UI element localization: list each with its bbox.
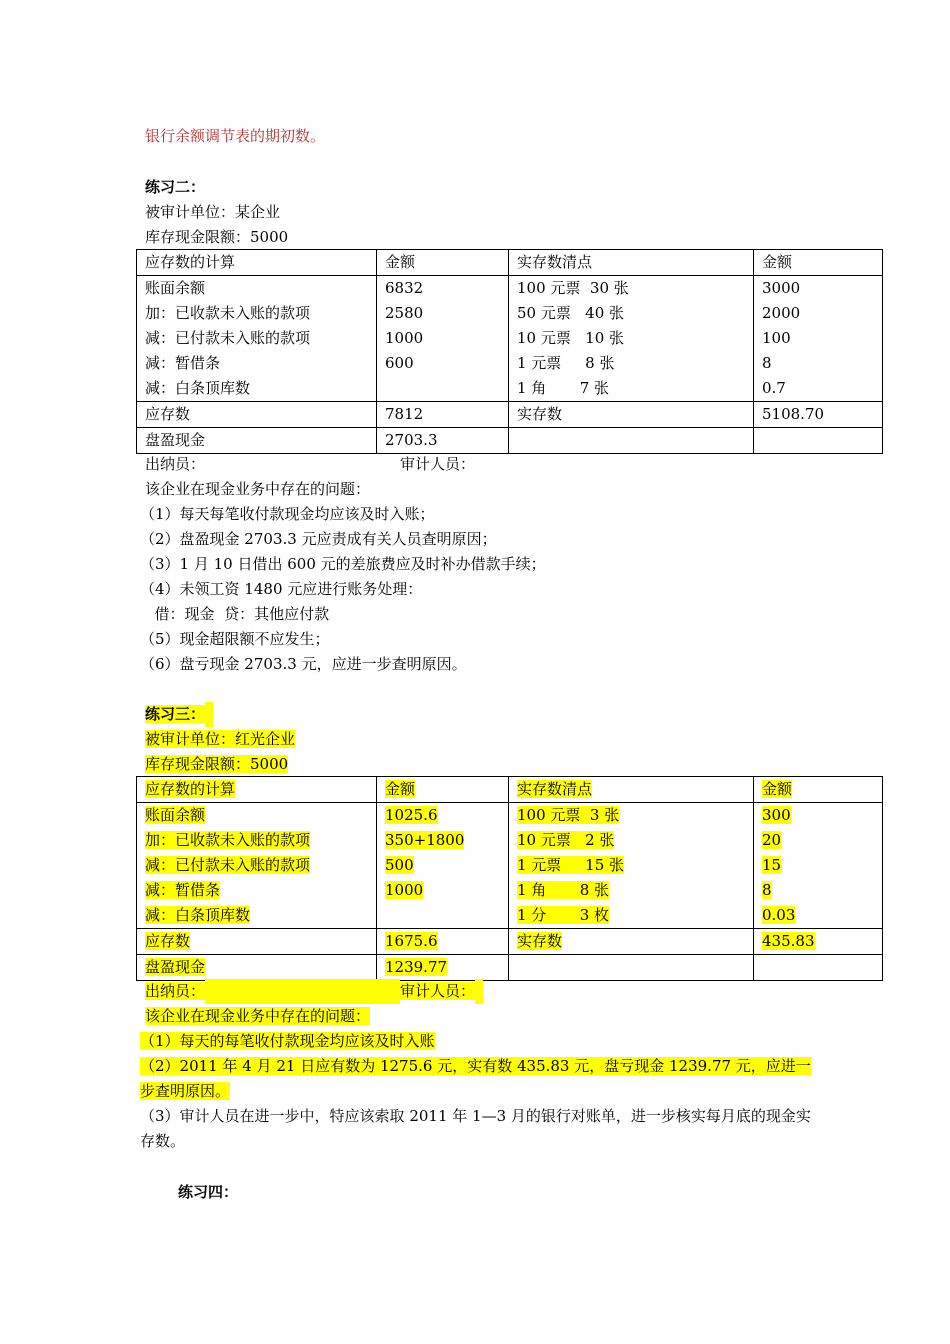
count-item: 100 元票 30 张	[517, 279, 629, 297]
count-item: 10 元票 10 张	[517, 329, 625, 347]
actual-label: 实存数	[517, 932, 563, 950]
table-row	[137, 428, 883, 454]
calc-item: 账面余额	[145, 279, 206, 297]
table-row	[137, 955, 883, 981]
count-amount: 3000	[762, 279, 801, 297]
exercise3-problem: （1）每天的每笔收付款现金均应该及时入账	[140, 1032, 435, 1050]
actual-value: 435.83	[762, 932, 815, 950]
actual-value: 5108.70	[754, 402, 883, 428]
exercise2-problem: （4）未领工资 1480 元应进行账务处理：	[140, 580, 423, 598]
exercise3-cash-table	[136, 776, 883, 981]
calc-amount: 600	[385, 354, 414, 372]
header-count: 实存数清点	[517, 780, 593, 798]
calc-item: 减：暂借条	[145, 881, 221, 899]
header-calc: 应存数的计算	[145, 780, 236, 798]
intro-line: 银行余额调节表的期初数。	[145, 127, 326, 145]
exercise3-unit: 被审计单位：红光企业	[145, 730, 296, 748]
count-item: 1 元票 15 张	[517, 856, 625, 874]
count-amount: 20	[762, 831, 782, 849]
count-item: 100 元票 3 张	[517, 806, 620, 824]
exercise3-problem: （3）审计人员在进一步中，特应该索取 2011 年 1—3 月的银行对账单，进一步核实每月底的现金实存数。	[140, 1107, 811, 1150]
calc-item: 加：已收款未入账的款项	[145, 831, 311, 849]
exercise3-limit: 库存现金限额：5000	[145, 755, 289, 773]
count-item: 1 角 7 张	[517, 379, 609, 397]
total-value: 1675.6	[385, 932, 438, 950]
count-amount: 8	[762, 881, 772, 899]
calc-amount: 1025.6	[385, 806, 438, 824]
count-item: 1 角 8 张	[517, 881, 609, 899]
total-label: 应存数	[145, 932, 191, 950]
calc-amount: 2580	[385, 304, 424, 322]
exercise2-limit: 库存现金限额：5000	[145, 228, 289, 246]
exercise2-title: 练习二：	[145, 178, 206, 196]
calc-amount: 1000	[385, 881, 424, 899]
count-amounts-cell	[754, 803, 883, 929]
exercise2-problem: （5）现金超限额不应发生；	[140, 630, 330, 648]
calc-item: 减：白条顶库数	[145, 379, 251, 397]
exercise2-problem: （3）1 月 10 日借出 600 元的差旅费应及时补办借款手续；	[140, 555, 546, 573]
calc-item: 减：暂借条	[145, 354, 221, 372]
surplus-label: 盘盈现金	[145, 958, 206, 976]
calc-amount: 350+1800	[385, 831, 465, 849]
calc-amount: 500	[385, 856, 414, 874]
calc-amounts-cell	[377, 803, 509, 929]
count-amount: 0.7	[762, 379, 786, 397]
table-row	[137, 276, 883, 402]
exercise2-problem: （1）每天每笔收付款现金均应该及时入账；	[140, 505, 435, 523]
calc-item: 减：白条顶库数	[145, 906, 251, 924]
header-amount: 金额	[762, 780, 793, 798]
table-header-row	[137, 250, 883, 276]
actual-label: 实存数	[509, 402, 754, 428]
calc-items-cell	[137, 803, 377, 929]
exercise2-problem: 借：现金 贷：其他应付款	[145, 605, 330, 623]
calc-item: 账面余额	[145, 806, 206, 824]
exercise3-title: 练习三：	[145, 705, 206, 723]
total-label: 应存数	[137, 402, 377, 428]
exercise4-title: 练习四：	[178, 1183, 239, 1201]
exercise2-problem: （6）盘亏现金 2703.3 元，应进一步查明原因。	[140, 655, 467, 673]
count-items-cell	[509, 803, 754, 929]
count-amounts-cell	[754, 276, 883, 402]
calc-item: 加：已收款未入账的款项	[145, 304, 311, 322]
header-calc: 应存数的计算	[137, 250, 377, 276]
header-amount: 金额	[377, 250, 509, 276]
count-amount: 2000	[762, 304, 801, 322]
count-items-cell	[509, 276, 754, 402]
calc-items-cell	[137, 276, 377, 402]
count-amount: 8	[762, 354, 772, 372]
exercise2-auditor: 审计人员：	[400, 455, 476, 473]
calc-amount: 6832	[385, 279, 424, 297]
surplus-value: 1239.77	[385, 958, 448, 976]
exercise3-auditor: 审计人员：	[400, 982, 476, 1000]
exercise2-cash-table	[136, 249, 883, 454]
calc-item: 减：已付款未入账的款项	[145, 856, 311, 874]
count-amount: 300	[762, 806, 791, 824]
header-count: 实存数清点	[509, 250, 754, 276]
total-value: 7812	[377, 402, 509, 428]
count-amount: 0.03	[762, 906, 796, 924]
count-amount: 100	[762, 329, 791, 347]
calc-amount: 1000	[385, 329, 424, 347]
exercise3-cashier: 出纳员：	[145, 982, 206, 1000]
exercise2-problem: （2）盘盈现金 2703.3 元应责成有关人员查明原因；	[140, 530, 497, 548]
count-item: 1 分 3 枚	[517, 906, 609, 924]
count-amount: 15	[762, 856, 782, 874]
exercise3-problems-title: 该企业在现金业务中存在的问题：	[145, 1007, 371, 1025]
exercise2-problems-title: 该企业在现金业务中存在的问题：	[145, 480, 371, 498]
calc-item: 减：已付款未入账的款项	[145, 329, 311, 347]
table-row	[137, 803, 883, 929]
count-item: 10 元票 2 张	[517, 831, 615, 849]
table-row	[137, 929, 883, 955]
calc-amounts-cell	[377, 276, 509, 402]
table-row	[137, 402, 883, 428]
exercise2-cashier: 出纳员：	[145, 455, 206, 473]
header-amount: 金额	[754, 250, 883, 276]
header-amount: 金额	[385, 780, 416, 798]
surplus-value: 2703.3	[377, 428, 509, 454]
table-header-row	[137, 777, 883, 803]
count-item: 1 元票 8 张	[517, 354, 615, 372]
exercise3-problem: （2）2011 年 4 月 21 日应有数为 1275.6 元，实有数 435.83 元，盘亏现金 1239.77 元，应进一步查明原因。	[140, 1057, 811, 1100]
surplus-label: 盘盈现金	[137, 428, 377, 454]
count-item: 50 元票 40 张	[517, 304, 625, 322]
exercise2-unit: 被审计单位：某企业	[145, 203, 281, 221]
